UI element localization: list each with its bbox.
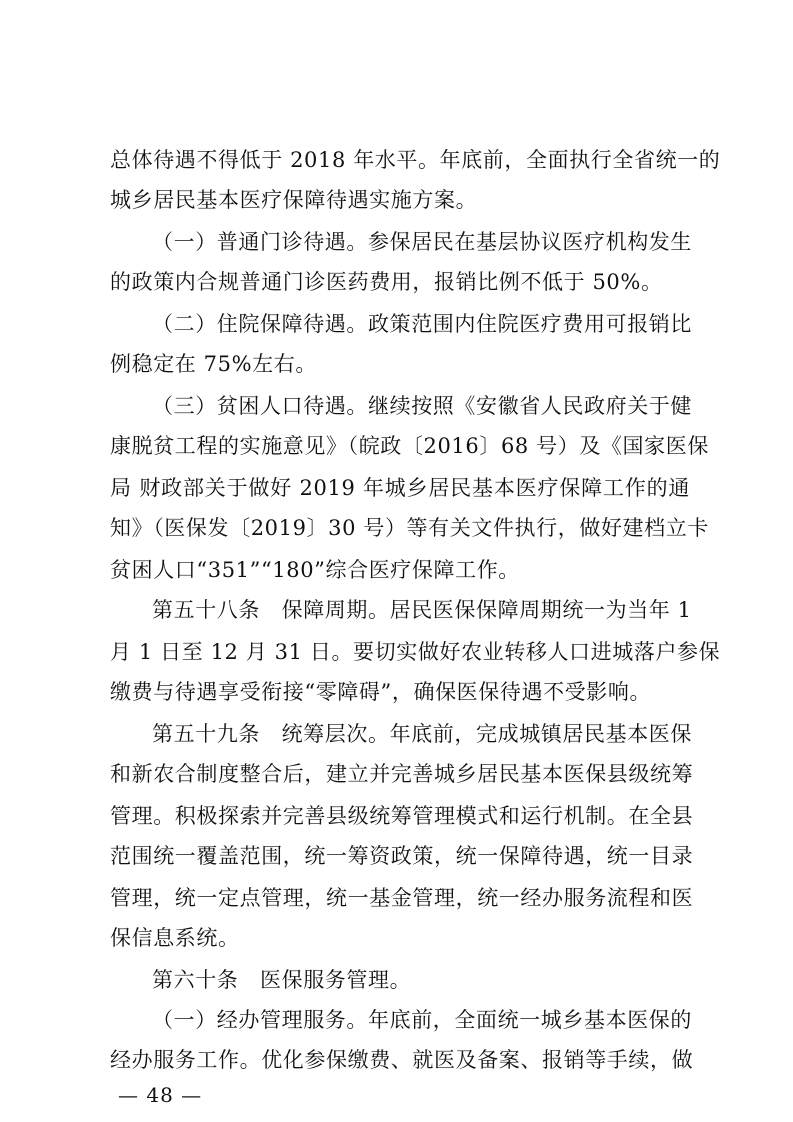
text-line: 和新农合制度整合后，建立并完善城乡居民基本医保县级统筹	[110, 762, 694, 786]
text-line: 保信息系统。	[110, 926, 240, 950]
text-line: 第五十九条 统筹层次。年底前，完成城镇居民基本医保	[152, 722, 692, 746]
text-line: 第六十条 医保服务管理。	[152, 968, 412, 992]
page-number: — 48 —	[118, 1083, 203, 1107]
text-line: 知》（医保发〔2019〕30 号）等有关文件执行，做好建档立卡	[110, 516, 709, 540]
text-line: 城乡居民基本医疗保障待遇实施方案。	[110, 188, 478, 212]
text-line: 缴费与待遇享受衔接“零障碍”，确保医保待遇不受影响。	[110, 680, 652, 704]
text-line: 例稳定在 75%左右。	[110, 352, 317, 376]
text-line: 经办服务工作。优化参保缴费、就医及备案、报销等手续，做	[110, 1048, 694, 1072]
text-line: 管理。积极探索并完善县级统筹管理模式和运行机制。在全县	[110, 804, 694, 828]
text-line: 的政策内合规普通门诊医药费用，报销比例不低于 50%。	[110, 270, 663, 294]
text-line: 管理，统一定点管理，统一基金管理，统一经办服务流程和医	[110, 886, 694, 910]
text-line: 局 财政部关于做好 2019 年城乡居民基本医疗保障工作的通	[110, 476, 690, 500]
text-line: 总体待遇不得低于 2018 年水平。年底前，全面执行全省统一的	[110, 148, 721, 172]
text-line: 贫困人口“351”“180”综合医疗保障工作。	[110, 558, 520, 582]
text-line: （三）贫困人口待遇。继续按照《安徽省人民政府关于健	[152, 394, 692, 418]
text-line: 范围统一覆盖范围，统一筹资政策，统一保障待遇，统一目录	[110, 844, 694, 868]
text-line: 康脱贫工程的实施意见》（皖政〔2016〕68 号）及《国家医保	[110, 434, 709, 458]
text-line: （二）住院保障待遇。政策范围内住院医疗费用可报销比	[152, 312, 692, 336]
text-line: 第五十八条 保障周期。居民医保保障周期统一为当年 1	[152, 598, 692, 622]
text-line: 月 1 日至 12 月 31 日。要切实做好农业转移人口进城落户参保	[110, 640, 721, 664]
text-line: （一）普通门诊待遇。参保居民在基层协议医疗机构发生	[152, 230, 692, 254]
text-line: （一）经办管理服务。年底前，全面统一城乡基本医保的	[152, 1008, 692, 1032]
